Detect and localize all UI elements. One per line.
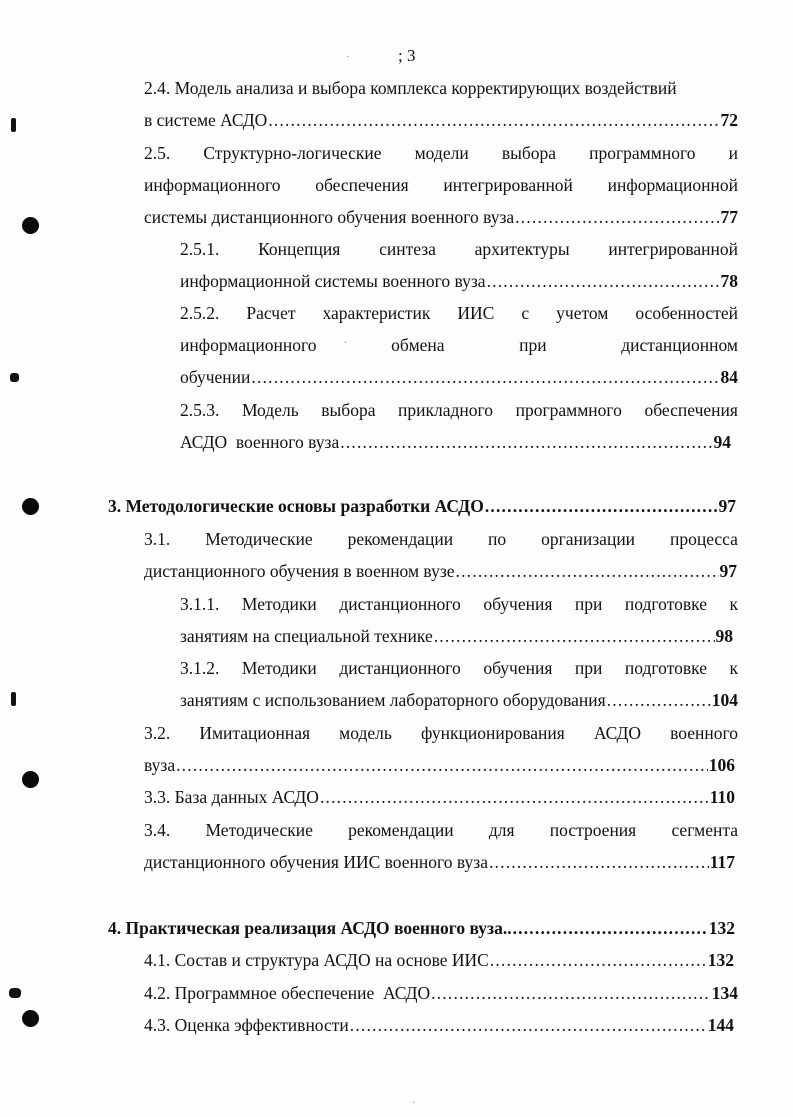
scan-mark — [10, 373, 19, 382]
page-number: ; 3 — [398, 46, 416, 65]
binder-hole — [22, 771, 39, 788]
entry-line: 2.5.1. Концепция синтеза архитектуры интегрированной — [180, 239, 738, 259]
toc-entry — [144, 717, 738, 781]
toc-entry — [144, 523, 738, 587]
entry-title: обучении — [180, 367, 251, 388]
entry-last-line — [144, 846, 735, 878]
page-ref: 97 — [718, 496, 736, 516]
entry-title: информационной системы военного вуза — [180, 271, 486, 292]
page-ref: 132 — [708, 918, 735, 938]
entry-title: системы дистанционного обучения военного вуза — [144, 207, 515, 228]
scan-mark — [11, 118, 16, 132]
entry-line: 3.4. Методические рекомендации для построения сегмента — [144, 820, 738, 840]
page-ref: 132 — [707, 950, 734, 970]
entry-last-line — [144, 555, 737, 587]
dot-leader — [485, 490, 718, 522]
binder-hole — [22, 498, 39, 515]
entry-last-line — [144, 977, 738, 1009]
toc-chapter — [108, 912, 735, 944]
entry-line: 2.5. Структурно-логические модели выбора программного и — [144, 143, 738, 163]
page-ref: 78 — [720, 271, 738, 292]
entry-last-line — [144, 781, 735, 813]
dot-leader — [434, 620, 715, 652]
entry-last-line — [144, 749, 735, 781]
entry-title: 4.3. Оценка эффективности — [144, 1015, 349, 1035]
binder-hole — [22, 1010, 39, 1027]
entry-last-line — [108, 490, 736, 522]
dot-leader — [431, 977, 711, 1009]
entry-last-line — [180, 361, 738, 393]
dot-leader — [251, 361, 719, 393]
entry-title: 4.1. Состав и структура АСДО на основе ИИС — [144, 950, 489, 970]
entry-line: 3.1.1. Методики дистанционного обучения при подготовке к — [180, 594, 738, 614]
entry-last-line — [108, 912, 735, 944]
toc-entry — [144, 814, 738, 878]
page-ref: 97 — [719, 561, 737, 582]
toc-chapter — [108, 490, 736, 522]
entry-title: 3.3. База данных АСДО — [144, 787, 319, 807]
page-ref: 110 — [709, 787, 735, 807]
toc-entry — [144, 781, 735, 813]
dot-leader — [176, 749, 708, 781]
scan-speck: · — [346, 52, 350, 63]
page-ref: 98 — [715, 626, 733, 647]
entry-last-line — [180, 265, 738, 297]
dot-leader — [487, 265, 720, 297]
dot-leader — [456, 555, 719, 587]
entry-last-line — [144, 944, 734, 976]
chapter-title: 3. Методологические основы разработки АСДО — [108, 496, 484, 516]
entry-title: занятиям с использованием лабораторного оборудования — [180, 690, 606, 711]
page-ref: 84 — [720, 367, 738, 388]
entry-title: вуза — [144, 755, 176, 776]
dot-leader — [515, 201, 719, 233]
scan-mark — [9, 988, 21, 998]
toc-entry — [144, 944, 734, 976]
page-ref: 117 — [709, 852, 735, 873]
entry-line: 2.4. Модель анализа и выбора комплекса корректирующих воздействий — [144, 78, 677, 98]
entry-line: 3.2. Имитационная модель функционирования АСДО военного — [144, 723, 738, 743]
entry-last-line — [144, 104, 738, 136]
entry-line: 2.5.3. Модель выбора прикладного программного обеспечения — [180, 400, 738, 420]
entry-last-line — [180, 426, 731, 458]
toc-entry — [180, 394, 738, 458]
entry-title: занятиям на специальной технике — [180, 626, 433, 647]
toc-entry — [144, 1009, 734, 1041]
toc-entry — [180, 297, 738, 394]
scan-speck: · — [344, 338, 348, 349]
chapter-title: 4. Практическая реализация АСДО военного вуза.. — [108, 918, 512, 938]
toc-entry — [144, 977, 738, 1009]
entry-last-line — [180, 620, 733, 652]
page-ref: 77 — [720, 207, 738, 228]
page-ref: 106 — [708, 755, 735, 776]
dot-leader — [489, 846, 709, 878]
dot-leader — [490, 944, 707, 976]
dot-leader — [320, 781, 709, 813]
toc-entry — [180, 233, 738, 297]
entry-line: информационного обеспечения интегрированной информационной — [144, 175, 738, 196]
dot-leader — [350, 1009, 707, 1041]
entry-line: 3.1. Методические рекомендации по организации процесса — [144, 529, 738, 549]
entry-line: информационного обмена при дистанционном — [180, 335, 738, 356]
entry-title: дистанционного обучения в военном вузе — [144, 561, 455, 582]
entry-last-line — [144, 1009, 734, 1041]
entry-title: АСДО военного вуза — [180, 432, 340, 453]
scan-speck: · — [412, 1098, 416, 1109]
entry-last-line — [144, 201, 738, 233]
dot-leader — [340, 426, 712, 458]
entry-last-line — [180, 684, 738, 716]
entry-title: 4.2. Программное обеспечение АСДО — [144, 983, 431, 1003]
entry-line: 3.1.2. Методики дистанционного обучения при подготовке к — [180, 658, 738, 678]
page-ref: 104 — [711, 690, 738, 711]
entry-title: в системе АСДО — [144, 110, 268, 131]
entry-title: дистанционного обучения ИИС военного вуза — [144, 852, 488, 873]
page-ref: 144 — [707, 1015, 734, 1035]
toc-entry — [144, 137, 738, 234]
toc-entry — [180, 652, 738, 716]
toc-entry — [180, 588, 738, 652]
toc-entry — [144, 72, 738, 136]
scan-mark — [11, 692, 16, 706]
binder-hole — [22, 217, 39, 234]
page-ref: 94 — [713, 432, 731, 453]
dot-leader — [513, 912, 708, 944]
page-ref: 134 — [711, 983, 738, 1003]
page-ref: 72 — [720, 110, 738, 131]
entry-line: 2.5.2. Расчет характеристик ИИС с учетом особенностей — [180, 303, 738, 323]
dot-leader — [607, 684, 711, 716]
dot-leader — [268, 104, 719, 136]
